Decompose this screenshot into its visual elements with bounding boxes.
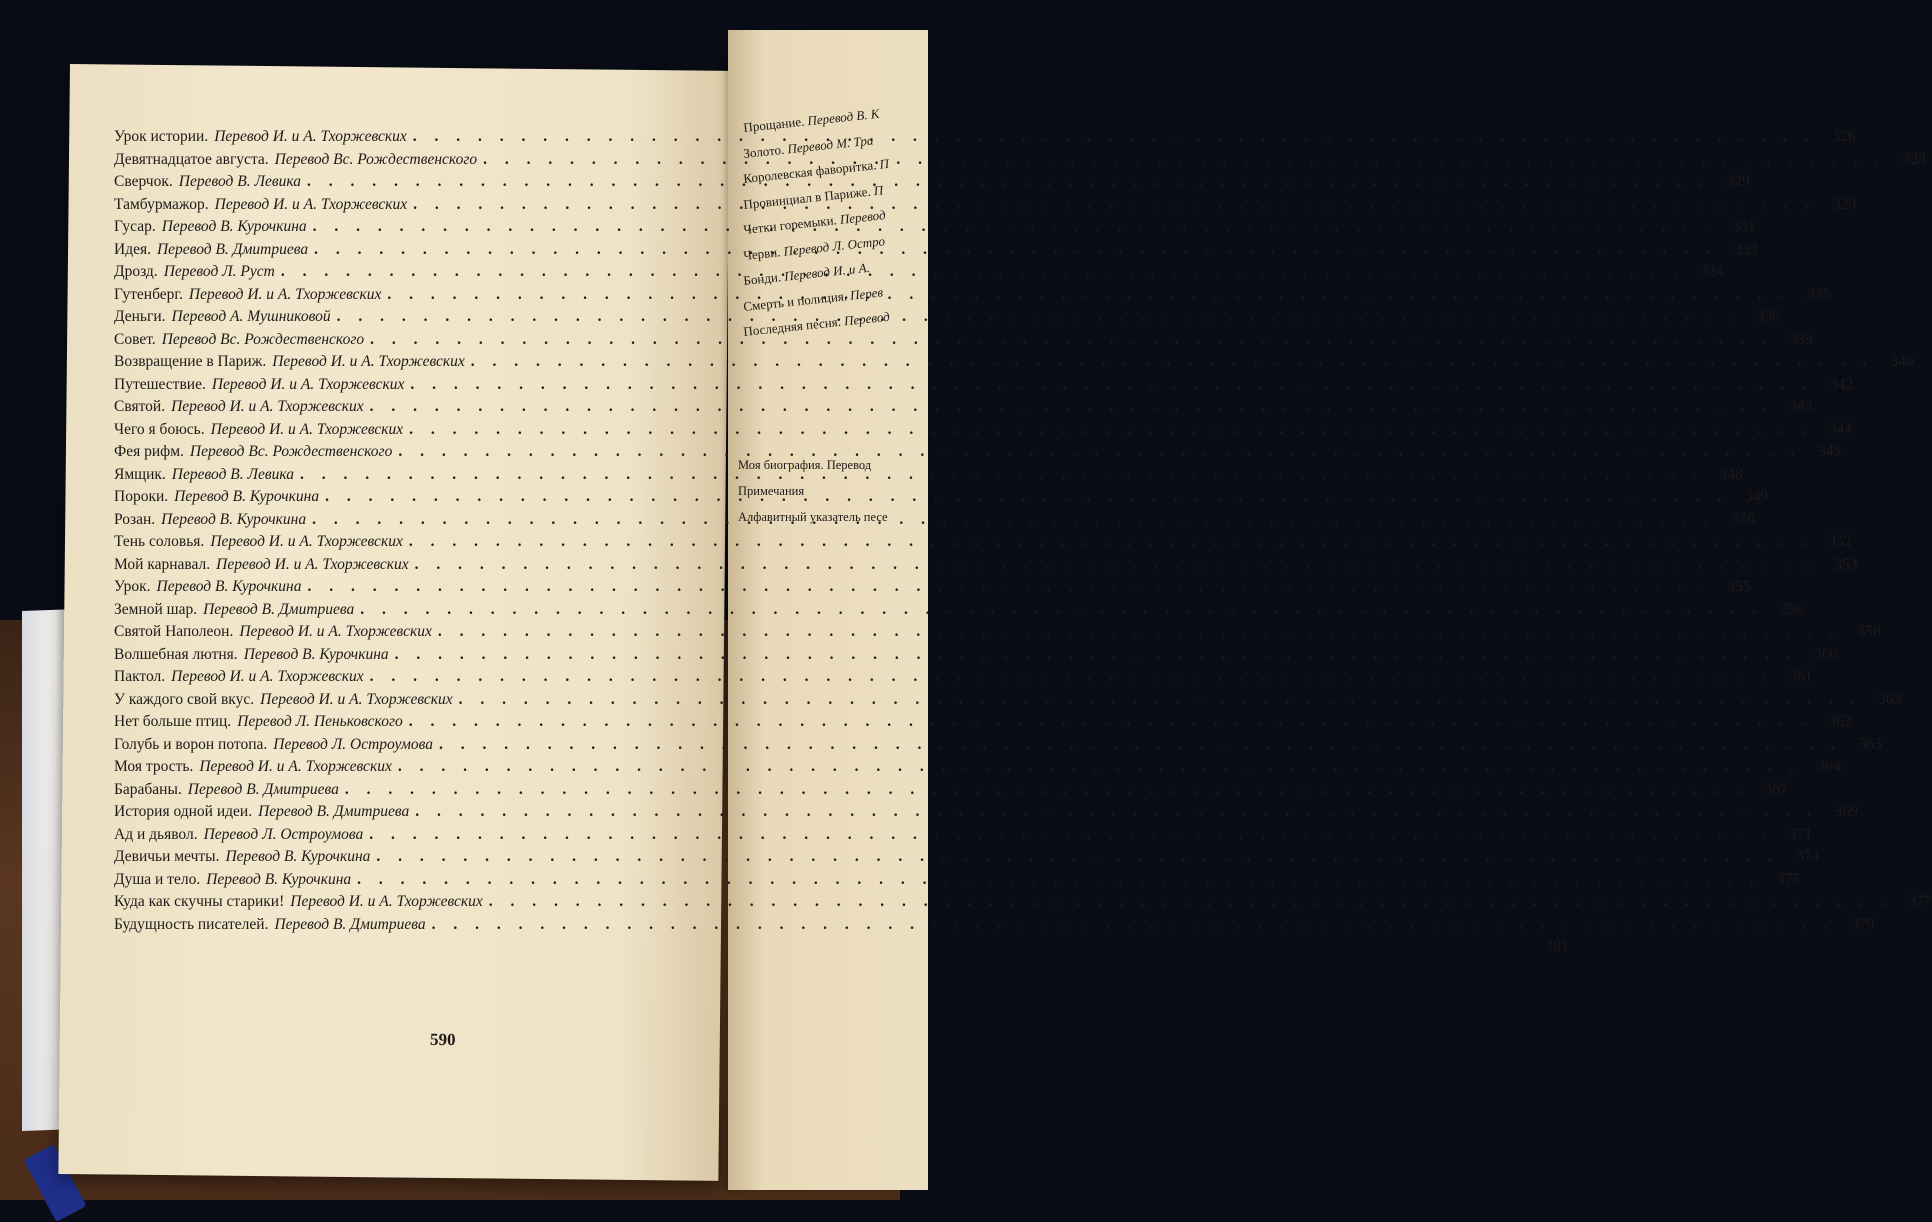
leader-dots <box>413 196 1816 214</box>
entry-page-number: 355 <box>1727 578 1751 595</box>
right-entry-translator: Перевод М. Тра <box>786 131 874 156</box>
entry-title: Идея. <box>114 240 151 258</box>
toc-entry <box>114 758 1841 781</box>
entry-title: Ямщик. <box>114 465 166 483</box>
entry-title: Волшебная лютня. <box>114 645 238 663</box>
entry-page-number: 329 <box>1726 173 1750 190</box>
entry-title: Урок. <box>114 578 151 595</box>
entry-translator: Перевод Л. Остроумова <box>273 735 433 753</box>
entry-title: Путешествие. <box>114 375 206 393</box>
entry-translator: Перевод Л. Пеньковского <box>237 713 403 730</box>
page-number: 590 <box>429 1029 456 1050</box>
leader-dots <box>307 173 1710 191</box>
entry-translator: Перевод И. и А. Тхоржевских <box>199 758 392 775</box>
entry-translator: Перевод И. и А. Тхоржевских <box>210 420 404 438</box>
back-matter-title: Алфавитный указатель песе <box>738 510 888 524</box>
entry-translator: Перевод В. Курочкина <box>206 870 352 888</box>
toc-entry <box>114 803 1859 826</box>
entry-title: Голубь и ворон потопа. <box>114 735 268 753</box>
back-matter-entry <box>738 458 908 484</box>
entry-page-number: 344 <box>1828 420 1852 438</box>
entry-title: Розан. <box>114 510 156 528</box>
entry-page-number: 328 <box>1902 150 1926 168</box>
toc-entry <box>114 555 1858 579</box>
entry-title: Совет. <box>114 330 156 348</box>
leader-dots <box>489 893 1892 911</box>
leader-dots <box>398 758 1801 776</box>
leader-dots <box>471 353 1874 371</box>
entry-page-number: 364 <box>1817 758 1841 775</box>
right-entry-title: Золото. <box>742 141 785 161</box>
entry-title: Ад и дьявол. <box>114 825 198 843</box>
leader-dots <box>300 466 1703 484</box>
entry-title: Гутенберг. <box>114 285 183 303</box>
entry-translator: Перевод В. Курочкина <box>225 848 371 865</box>
toc-entry <box>114 645 1838 669</box>
back-matter-translator: Перевод <box>826 458 872 472</box>
entry-title: Гусар. <box>114 218 156 235</box>
back-matter-entry <box>738 510 908 536</box>
right-entry-translator: Перевод И. и А. <box>783 259 871 284</box>
leader-dots <box>370 398 1773 416</box>
leader-dots <box>410 376 1813 394</box>
entry-page-number: 353 <box>1834 555 1858 573</box>
entry-page-number: 345 <box>1817 443 1842 460</box>
entry-title: Святой Наполеон. <box>114 623 234 640</box>
entry-page-number: 339 <box>1789 330 1814 348</box>
leader-dots <box>415 556 1818 574</box>
toc-entry <box>114 353 1914 376</box>
entry-title: Деньги. <box>114 308 166 325</box>
leader-dots <box>370 331 1773 349</box>
right-entry-title: Бонди. <box>742 269 782 288</box>
entry-translator: Перевод И. и А. Тхоржевских <box>214 128 407 145</box>
entry-page-number: 343 <box>1789 398 1813 415</box>
entry-translator: Перевод И. и А. Тхоржевских <box>214 195 408 213</box>
entry-title: Пактол. <box>114 668 166 685</box>
entry-title: Земной шар. <box>114 600 198 618</box>
leader-dots <box>409 421 1812 439</box>
entry-page-number: 358 <box>1857 623 1881 640</box>
toc-entry <box>114 668 1813 691</box>
right-entry-translator: Перевод <box>843 308 891 329</box>
entry-page-number: 326 <box>1832 128 1856 145</box>
leader-dots <box>360 601 1763 619</box>
entry-page-number: 363 <box>1878 690 1902 708</box>
entry-translator: Перевод Вс. Рождественского <box>161 330 365 348</box>
toc-entry <box>114 780 1788 804</box>
entry-page-number: 371 <box>1788 825 1813 843</box>
entry-page-number: 335 <box>1807 285 1831 303</box>
entry-page-number: 363 <box>1858 735 1882 753</box>
toc-entry <box>114 690 1902 714</box>
entry-page-number: 331 <box>1732 218 1756 235</box>
entry-page-number: 340 <box>1890 353 1914 370</box>
toc-entry <box>114 893 1932 916</box>
leader-dots <box>398 443 1801 461</box>
entry-translator: Перевод И. и А. Тхоржевских <box>171 668 364 685</box>
entry-title: Девичьи мечты. <box>114 848 220 865</box>
entry-page-number: 352 <box>1828 533 1852 550</box>
right-entry-title: Провинциал в Париже. <box>742 183 872 212</box>
entry-title: Возвращение в Париж. <box>114 353 267 370</box>
entry-translator: Перевод В. Левика <box>171 465 294 483</box>
leader-dots <box>337 308 1740 326</box>
entry-page-number: 348 <box>1719 465 1743 483</box>
leader-dots <box>459 691 1862 709</box>
entry-title: Фея рифм. <box>114 443 184 460</box>
right-entry-title: Прощание. <box>742 113 806 135</box>
toc-entry <box>114 623 1881 646</box>
entry-translator: Перевод И. и А. Тхоржевских <box>211 375 405 393</box>
toc-entry <box>114 713 1852 736</box>
right-entry-translator: Перев <box>849 283 884 303</box>
entry-translator: Перевод И. и А. Тхоржевских <box>188 285 382 303</box>
entry-title: Куда как скучны старики! <box>114 893 285 910</box>
leader-dots <box>345 781 1748 799</box>
entry-title: Барабаны. <box>114 780 182 798</box>
leader-dots <box>325 488 1728 506</box>
leader-dots <box>314 241 1717 259</box>
entry-title: Мой карнавал. <box>114 555 211 573</box>
right-entry-title: Четки горемыки. <box>742 212 838 237</box>
toc-entry <box>114 533 1852 556</box>
entry-page-number: 367 <box>1764 780 1788 798</box>
leader-dots <box>313 218 1716 236</box>
entry-title: Чего я боюсь. <box>114 420 205 438</box>
toc-entry <box>114 938 1569 961</box>
entry-title: Тамбурмажор. <box>114 195 209 213</box>
leader-dots <box>432 916 1835 934</box>
entry-translator: Перевод Вс. Рождественского <box>189 443 393 460</box>
back-matter-entry <box>738 484 908 510</box>
leader-dots <box>312 511 1715 529</box>
entry-page-number: 356 <box>1779 600 1804 618</box>
entry-translator: Перевод В. Левика <box>178 173 301 190</box>
entry-page-number: 333 <box>1733 240 1757 258</box>
entry-translator: Перевод В. Курочкина <box>174 488 320 505</box>
entry-title: Тень соловья. <box>114 533 205 550</box>
right-entry-translator: П <box>873 181 884 198</box>
entry-translator: Перевод И. и А. Тхоржевских <box>260 690 453 708</box>
entry-translator: Перевод В. Дмитриева <box>203 600 355 618</box>
right-entry-translator: Перевод <box>839 207 887 227</box>
leader-dots <box>376 848 1779 866</box>
entry-title: Сверчок. <box>114 173 173 190</box>
back-matter-title: Примечания <box>738 484 805 498</box>
toc-entry <box>114 825 1813 849</box>
table-of-contents-right <box>742 105 914 350</box>
entry-page-number: 377 <box>1908 893 1932 910</box>
leader-dots <box>370 668 1773 686</box>
leader-dots <box>281 263 1684 281</box>
entry-title: Девятнадцатое августа. <box>114 150 269 168</box>
right-entry-translator: П <box>878 155 890 172</box>
toc-entry <box>114 870 1801 894</box>
entry-page-number: 350 <box>1731 510 1755 528</box>
leader-dots <box>483 151 1886 169</box>
leader-dots <box>438 623 1841 641</box>
entry-translator: Перевод И. и А. Тхоржевских <box>272 353 465 370</box>
entry-translator: Перевод В. Курочкина <box>243 645 389 663</box>
leader-dots <box>439 736 1842 754</box>
leader-dots <box>357 871 1760 889</box>
leader-dots <box>413 128 1816 146</box>
toc-entry <box>114 420 1852 444</box>
leader-dots <box>369 826 1772 844</box>
toc-entry <box>114 848 1820 871</box>
entry-translator: Перевод И. и А. Тхоржевских <box>239 623 432 640</box>
entry-page-number: 379 <box>1851 915 1875 933</box>
entry-translator: Перевод В. Дмитриева <box>156 240 309 258</box>
entry-title: У каждого свой вкус. <box>114 690 255 708</box>
leader-dots <box>387 283 1790 304</box>
entry-title: Нет больше птиц. <box>114 713 232 730</box>
entry-page-number: 381 <box>1545 938 1569 955</box>
entry-translator: Перевод В. Курочкина <box>161 510 307 528</box>
right-entry-title: Черви. <box>742 243 782 263</box>
leader-dots <box>409 533 1812 551</box>
toc-entry <box>114 375 1854 399</box>
entry-page-number: 369 <box>1834 803 1859 820</box>
right-entry-title: Смерть и полиция. <box>742 287 848 314</box>
entry-translator: Перевод Л. Руст <box>163 263 275 280</box>
entry-translator: Перевод Вс. Рождественского <box>274 150 478 168</box>
entry-title: Душа и тело. <box>114 870 201 888</box>
right-entry-title: Королевская фаворитка. <box>742 157 878 186</box>
leader-dots <box>409 713 1812 731</box>
toc-entry <box>114 330 1814 354</box>
entry-title: Урок истории. <box>114 128 209 145</box>
entry-title: Святой. <box>114 398 166 415</box>
entry-title: История одной идеи. <box>114 803 253 820</box>
entry-translator: Перевод В. Дмитриева <box>274 915 426 933</box>
toc-entry <box>114 600 1804 624</box>
leader-dots <box>415 803 1818 821</box>
entry-translator: Перевод Л. Остроумова <box>203 825 364 843</box>
toc-entry <box>114 578 1751 601</box>
right-entry-translator: Перевод В. К <box>806 105 880 129</box>
entry-page-number: 349 <box>1744 488 1768 505</box>
entry-page-number: 329 <box>1832 195 1857 213</box>
entry-page-number: 338 <box>1756 308 1780 325</box>
entry-page-number: 361 <box>1789 668 1813 685</box>
entry-translator: Перевод В. Дмитриева <box>187 780 339 798</box>
entry-translator: Перевод В. Курочкина <box>156 578 302 595</box>
back-matter-list <box>738 458 908 536</box>
entry-title: Будущность писателей. <box>114 915 269 933</box>
entry-page-number: 360 <box>1814 645 1838 663</box>
right-entry-translator: Перевод Л. Остро <box>782 232 886 259</box>
entry-translator: Перевод И. и А. Тхоржевских <box>216 555 409 573</box>
entry-page-number: 363 <box>1828 713 1852 730</box>
entry-title: Пороки. <box>114 488 169 505</box>
entry-translator: Перевод И. и А. Тхоржевских <box>171 398 364 415</box>
entry-title: Дрозд. <box>114 263 158 280</box>
entry-translator: Перевод В. Курочкина <box>161 218 307 235</box>
entry-translator: Перевод И. и А. Тхоржевских <box>290 893 483 910</box>
leader-dots <box>395 646 1798 664</box>
toc-entry <box>114 173 1750 196</box>
toc-entry <box>114 735 1882 759</box>
entry-page-number: 342 <box>1829 375 1854 393</box>
entry-page-number: 334 <box>1700 263 1724 280</box>
entry-translator: Перевод И. и А. Тхоржевских <box>210 533 403 550</box>
leader-dots <box>307 578 1710 596</box>
toc-entry <box>114 398 1813 421</box>
entry-translator: Перевод В. Дмитриева <box>258 803 410 820</box>
toc-entry <box>114 915 1875 939</box>
back-matter-title: Моя биография. <box>738 458 824 472</box>
entry-page-number: 374 <box>1796 848 1820 865</box>
entry-translator: Перевод А. Мушниковой <box>171 308 331 325</box>
entry-title: Моя трость. <box>114 758 194 775</box>
entry-page-number: 375 <box>1776 870 1801 888</box>
right-entry-title: Последняя песня. <box>742 313 842 339</box>
